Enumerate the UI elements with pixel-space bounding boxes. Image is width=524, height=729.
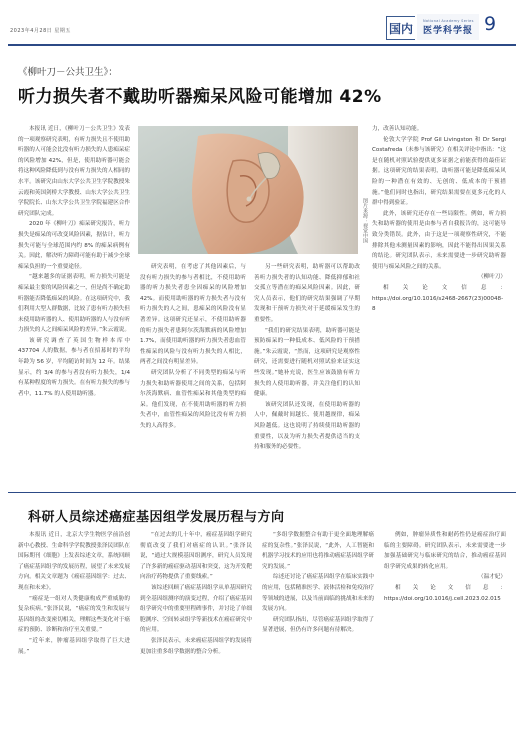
section-label: 国内 [386,16,415,40]
masthead-logo-english: National Academy Series [423,18,474,23]
header-rule [8,44,516,46]
paragraph: 研究团队指出，尽管癌症基因组学取得了显著进展，但仍有许多问题有待解决。 [262,616,374,634]
article1-title: 听力损失者不戴助听器痴呆风险可能增加 42% [18,87,382,107]
article1-column-4 [372,124,506,486]
paragraph: 此外，该研究还存在一些局限性。例如，听力损失和助听器的使用是由参与者自我报告的，这可能导致分类错误。此外，由于这是一项观察性研究，不能排除其他未测量因素的影响，因此不能得出因果关系的结论。研究团队表示，未来需要进一步研究助听器使用与痴呆风险之间的关系。 [372,210,506,270]
masthead-logo-chinese: 医学科学报 [423,25,474,36]
paragraph: 综述还讨论了癌症基因组学在临床实践中的应用，包括精准医学、液体活检和免疫治疗等领域的进展，以及当前面临的挑战和未来的发展方向。 [262,574,374,613]
article1-photo [138,126,358,254]
photo-caption: 图片来源：视觉中国 [362,198,368,243]
paragraph: 研究表明，在考虑了其他因素后，与没有听力损失的参与者相比，不使用助听器的听力损失者患全因痴呆的风险增加 42%。而使用助听器的听力损失者与没有听力损失的人之间，患痴呆的风险没有显著差异。这项研究还显示，不使用助听器的听力损失者患阿尔茨海默病的风险增加 1.7%，而使用助听器的听力损失者患血管性痴呆的风险与没有听力损失的人相比，两者之间没有明显差异。 [140,264,246,366]
paragraph: 例如，肿瘤异质性和耐药性仍是癌症治疗面临的主要障碍。研究团队表示，未来需要进一步加强基础研究与临床研究的结合，推动癌症基因组学研究成果的转化应用。 [384,532,506,570]
article1-column-2 [140,262,246,486]
paragraph: “越来越多的证据表明，听力损失可能是痴呆最主要的风险因素之一，但是尚不确定助听器能否降低痴呆的风险。在这项研究中，我们利用大型人群数据，比较了患有听力损失但未使用助听器的人、使用助听器的人与没有听力损失的人之间痴呆风险的差异。”朱云霞说。 [18,274,130,334]
paper-link: 相关论文信息：https://doi.org/10.1016/j.cell.2023.02.015 [384,584,506,602]
paragraph: 另一些研究表明，助听器可以帮助改善听力损失者的认知功能、降低抑郁和社交孤立等潜在的痴呆风险因素。因此，研究人员表示，他们的研究结果强调了早期发现和干预听力损失对于延缓痴呆发生的重要性。 [254,264,360,323]
paragraph: 该研究调查了英国生物样本库中 437704 人的数据，参与者在招募时的平均年龄为 56 岁，平均随访时间为 12 年。结果显示，约 3/4 的参与者没有听力损失，1/4 有某种程度的听力损失。在有听力损失的参与者中，11.7% 的人使用助听器。 [18,337,130,397]
article2-column-4 [384,530,506,724]
section-divider [8,492,516,493]
article1-column-1 [18,124,130,486]
paragraph: 该综述回顾了癌症基因组学从单基因研究到全基因组测序的演变过程，介绍了癌症基因组学研究中的重要里程碑事件，并讨论了单细胞测序、空间转录组学等新技术在癌症研究中的应用。 [140,584,252,634]
paragraph: 研究团队分析了不同类型的痴呆与听力损失和助听器使用之间的关系，包括阿尔茨海默病、血管性痴呆和其他类型的痴呆。他们发现，在不使用助听器的听力损失者中，血管性痴呆的风险比没有听力损失的人高得多。 [140,369,246,429]
article1-column-3 [254,262,360,486]
hearing-aid-photo [138,126,358,254]
paragraph: 该研究团队还发现，在使用助听器的人中，佩戴时间越长、使用越规律，痴呆风险越低。这也说明了持续使用助听器的重要性，以及为听力损失者提供适当的支持和服务的必要性。 [254,401,360,451]
paragraph: “近年来，肿瘤基因组学取得了巨大进展。” [18,637,130,655]
article1-kicker: 《柳叶刀－公共卫生》： [18,67,118,78]
paper-link: 相关论文信息：https://doi.org/10.1016/s2468-2667(23)00048-8 [372,284,506,313]
header-date: 2023年4月28日 星期五 [10,28,71,34]
source-credit: （温才妃） [478,574,506,581]
paragraph: 本报讯 近日，北京大学生物医学前沿创新中心教授、生命科学学院教授张泽民团队在国际期刊《细胞》上发表综述文章，系统回顾了癌症基因组学的发展历程，展望了未来发展方向。相关文章题为《癌症基因组学：过去、现在和未来》。 [18,532,130,591]
paragraph: 2020 年《柳叶刀》痴呆研究报告，听力损失是痴呆的可改变风险因素，据估计，听力损失可能与全球范围内约 8% 的痴呆病例有关。因此，解决听力障碍可能有助于减少全球痴呆负担的一个重要途径。 [18,221,130,270]
article2-column-1 [18,530,130,724]
paragraph: “多组学数据整合有助于更全面地理解癌症的复杂性。”张泽民说，“此外，人工智能和机器学习技术的应用也将推动癌症基因组学研究的发展。” [262,532,374,570]
paragraph: 伦敦大学学院 Prof Gil Livingston 和 Dr Sergi Costafreda（未参与该研究）在相关评论中指出：“这是在随机对照试验提供更多证据之前能获得的最佳证据。这项研究的结果表明，助听器可能是降低痴呆风险的一种潜在有效的、无创的、低成本的干预措施。”他们同时也指出，研究结果需要在更多元化的人群中得到验证。 [372,136,506,207]
paragraph: “癌症是一组对人类健康构成严重威胁的复杂疾病。”张泽民说，“癌症的发生和发展与基因组的改变密切相关，理解这些变化对于癌症的预防、诊断和治疗至关重要。” [18,595,130,634]
page-number: 9 [484,13,497,35]
article2-column-2 [140,530,252,724]
source-credit: （柳叶刀） [478,274,506,281]
article2-title: 科研人员综述癌症基因组学发展历程与方向 [28,510,285,525]
paragraph: “在过去的几十年中，癌症基因组学研究彻底改变了我们对癌症的认识。”张泽民说，“通过大规模基因组测序，研究人员发现了许多新的癌症驱动基因和突变，这为开发靶向治疗药物提供了重要线索。” [140,532,252,581]
paragraph: 本报讯 近日，《柳叶刀－公共卫生》发表的一项观察研究表明，有听力损失且不使用助听器的人可能会比没有听力损失的人患痴呆症的风险增加 42%，但是，使用助听器可能会将这种风险降低到与没有听力损失的人相同的水平。该研究由山东大学公共卫生学院教授朱云霞和英国剑桥大学教授、山东大学公共卫生学院院长、山东大学公共卫生学院福建区合作研究团队完成。 [18,126,130,217]
article2-column-3 [262,530,374,724]
paragraph: “我们的研究结果表明，助听器可能是预防痴呆的一种低成本、低风险的干预措施。”朱云霞说，“然而，这项研究是观察性研究，还需要进行随机对照试验来证实这些发现。”她补充说，医生应该鼓励有听力损失的人使用助听器，并关注他们的认知健康。 [254,327,360,398]
paragraph: 张泽民表示，未来癌症基因组学的发展将更加注重多组学数据的整合分析。 [140,637,252,655]
masthead-logo [417,14,479,40]
paragraph: 力，改善认知功能。 [372,126,423,132]
